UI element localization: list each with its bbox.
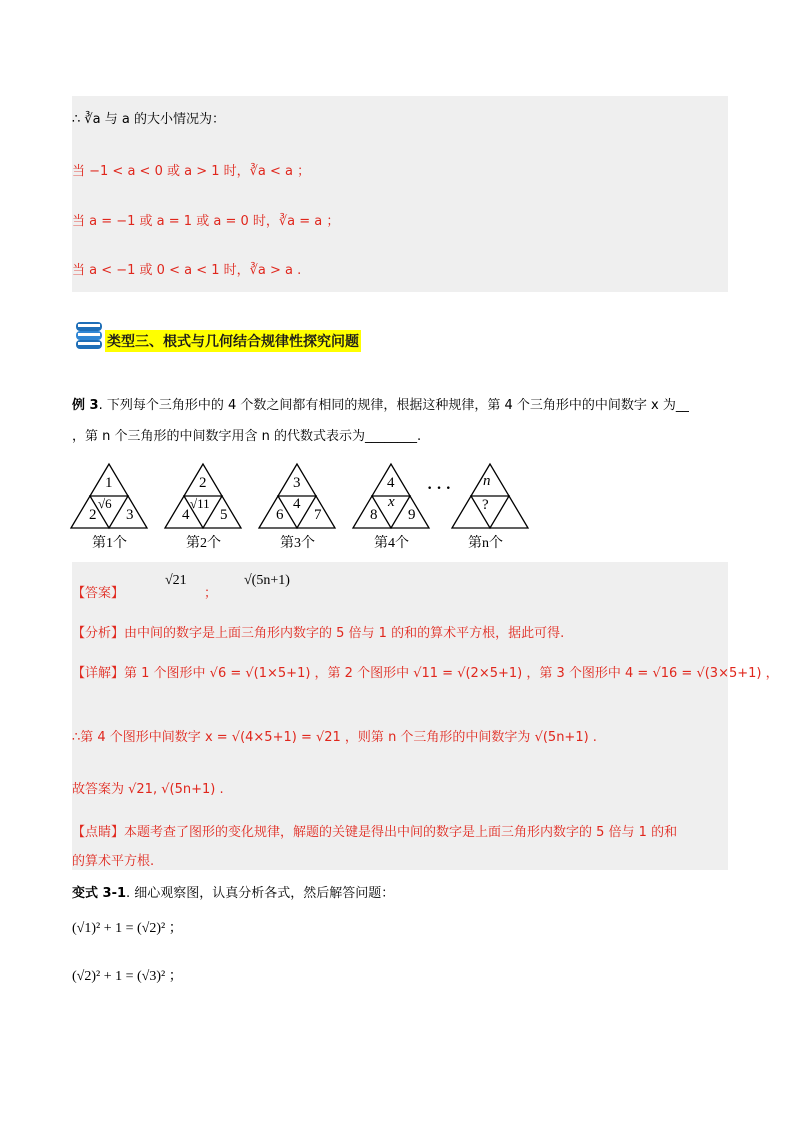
comment-text-1: 本题考查了图形的变化规律，解题的关键是得出中间的数字是上面三角形内数字的 5 倍与 1 的和 — [124, 825, 678, 840]
fig2-left: 4 — [182, 507, 190, 523]
answer-value-1: √21 — [165, 573, 187, 588]
detail-label: 【详解】 — [72, 666, 125, 681]
answer-label: 【答案】 — [72, 586, 125, 601]
variant-text: . 细心观察图，认真分析各式，然后解答问题： — [126, 886, 395, 901]
analysis-text: 由中间的数字是上面三角形内数字的 5 倍与 1 的和的算术平方根，据此可得. — [124, 626, 565, 641]
conclusion-line-1: ∴ ∛a 与 a 的大小情况为： — [72, 112, 226, 127]
fig3-top: 3 — [293, 475, 301, 491]
fig3-left: 6 — [276, 507, 284, 523]
example-text-1: . 下列每个三角形中的 4 个数之间都有相同的规律，根据这种规律，第 4 个三角形中的中间数字 x 为__ — [98, 398, 689, 413]
answer-line — [72, 582, 124, 601]
fig4-left: 8 — [370, 507, 378, 523]
conclusion-line-2: 当 −1 < a < 0 或 a > 1 时，∛a < a ； — [72, 164, 311, 179]
fig1-left: 2 — [89, 507, 97, 523]
fig2-caption: 第2个 — [186, 536, 221, 551]
fign-caption: 第n个 — [468, 536, 503, 551]
answer-value-2: √(5n+1) — [244, 573, 290, 588]
example-line-2: ，第 n 个三角形的中间数字用含 n 的代数式表示为________. — [72, 429, 422, 444]
fig1-mid: √6 — [98, 496, 112, 511]
comment-line-2: 的算术平方根. — [72, 854, 155, 869]
detail-line-1 — [72, 662, 779, 681]
fig4-top: 4 — [387, 475, 395, 491]
fig2-top: 2 — [199, 475, 207, 491]
detail-line-3: 故答案为 √21, √(5n+1) . — [72, 782, 224, 797]
conclusion-line-4: 当 a < −1 或 0 < a < 1 时，∛a > a . — [72, 263, 302, 278]
fig3-mid: 4 — [293, 496, 301, 512]
detail-text-1: 第 1 个图形中 √6 = √(1×5+1) ，第 2 个图形中 √11 = √(2×5+1) ，第 3 个图形中 4 = √16 = √(3×5+1) ， — [124, 666, 779, 681]
fign-mid: ? — [482, 497, 489, 513]
variant-equation-2: (√2)² + 1 = (√3)² ； — [72, 969, 183, 984]
comment-line-1 — [72, 821, 677, 840]
variant-equation-1: (√1)² + 1 = (√2)² ； — [72, 921, 183, 936]
fig3-right: 7 — [314, 507, 322, 523]
section-title: 类型三、根式与几何结合规律性探究问题 — [105, 330, 361, 352]
example-line-1 — [72, 394, 689, 413]
comment-label: 【点睛】 — [72, 825, 125, 840]
fig4-caption: 第4个 — [374, 536, 409, 551]
fig1-caption: 第1个 — [92, 536, 127, 551]
variant-line — [72, 882, 394, 901]
answer-separator: ； — [204, 586, 218, 601]
analysis-label: 【分析】 — [72, 626, 125, 641]
fig1-top: 1 — [105, 475, 113, 491]
example-label: 例 3 — [72, 398, 99, 413]
conclusion-line-3: 当 a = −1 或 a = 1 或 a = 0 时，∛a = a ； — [72, 214, 340, 229]
stack-books-icon — [74, 320, 104, 352]
fig3-caption: 第3个 — [280, 536, 315, 551]
fig2-mid: √11 — [190, 496, 210, 511]
figure-ellipsis: · · · — [427, 480, 452, 497]
fig4-mid: x — [388, 494, 395, 510]
fig4-right: 9 — [408, 507, 416, 523]
analysis-line — [72, 622, 564, 641]
fig2-right: 5 — [220, 507, 228, 523]
variant-label: 变式 3-1 — [72, 886, 127, 901]
fig1-right: 3 — [126, 507, 134, 523]
fign-top: n — [483, 473, 491, 489]
detail-line-2: ∴第 4 个图形中间数字 x = √(4×5+1) = √21 ，则第 n 个三角形的中间数字为 √(5n+1) . — [72, 730, 597, 745]
